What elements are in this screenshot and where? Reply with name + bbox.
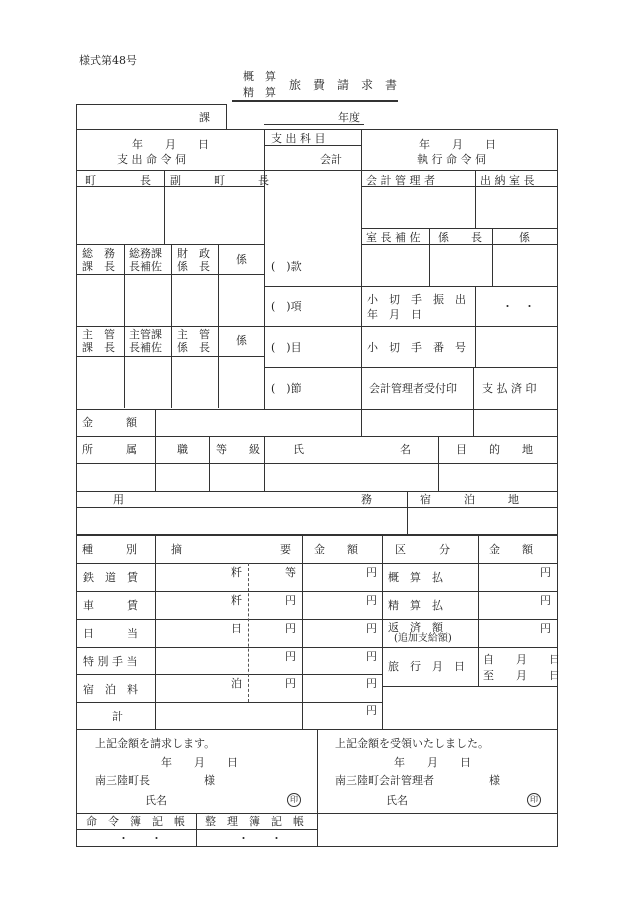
furidashi-label-1: 小 切 手 振 出 [367, 293, 466, 306]
settlement-row-label: 返 済 額 [388, 621, 443, 634]
somu-hosa-label-1: 総務課 [129, 247, 162, 260]
shozoku-label: 所 属 [82, 443, 137, 456]
shukan-kakaricho-label-2: 係 長 [177, 341, 210, 354]
title-underline [232, 100, 398, 102]
shukan-kacho-label-2: 課 長 [82, 341, 115, 354]
shiharai-label: 支 払 済 印 [482, 382, 537, 395]
ryoko-from: 自 月 日 [483, 653, 560, 666]
request-shimei-label: 氏名 [145, 794, 167, 807]
meirei-bokicho-label: 命 令 簿 記 帳 [86, 815, 185, 828]
yo-header: 要 [280, 543, 291, 556]
shi-label: 氏 [293, 443, 304, 456]
zaisei-label-1: 財 政 [177, 247, 210, 260]
receipt-statement: 上記金額を受領いたしました。 [335, 737, 489, 750]
somu-hosa-label-2: 長補佐 [129, 260, 162, 273]
shukan-kacho-label-1: 主 管 [82, 328, 115, 341]
expense-row-unit2: 等 [285, 566, 296, 579]
request-addressee: 南三陸町長 [95, 774, 150, 787]
kaikei-label: 会計 [320, 153, 342, 166]
budget-kan: ( )款 [271, 260, 302, 273]
shukuhakuchi-label: 宿 泊 地 [420, 493, 519, 506]
form-number: 様式第48号 [79, 54, 137, 67]
expense-row-unit1: 日 [231, 622, 242, 635]
title-prefix-top: 概 算 [243, 70, 276, 83]
budget-ko: ( )項 [271, 300, 302, 313]
receipt-sama: 様 [489, 774, 500, 787]
zaisei-label-2: 係 長 [177, 260, 210, 273]
expense-row-unit2: 円 [285, 594, 296, 607]
kogitte-bango-label: 小 切 手 番 号 [367, 341, 466, 354]
expense-row-unit1: 粁 [231, 594, 242, 607]
expense-row-amount-unit: 円 [366, 677, 377, 690]
settlement-kingaku-header: 金 額 [489, 543, 533, 556]
furidashi-label-2: 年 月 日 [367, 308, 422, 321]
kingaku-label: 金 額 [82, 416, 137, 429]
mayor-label: 町 長 [85, 174, 151, 187]
settlement-row-amount-unit: 円 [540, 622, 551, 635]
suitou-shitsucho-label: 出 納 室 長 [480, 174, 535, 187]
kamoku-label: 支 出 科 目 [271, 132, 326, 145]
shikko-date: 年 月 日 [419, 138, 496, 151]
ka-label: 課 [199, 111, 210, 124]
receipt-shimei-label: 氏名 [386, 794, 408, 807]
mokuteki-label: 目 的 地 [456, 443, 533, 456]
ryoko-tsukihi-label: 旅 行 月 日 [388, 660, 465, 673]
shishutsu-meirei-label: 支 出 命 令 伺 [117, 153, 186, 166]
expense-row-label: 特 別 手 当 [83, 655, 138, 668]
expense-row-amount-unit: 円 [366, 622, 377, 635]
ryoko-to: 至 月 日 [483, 669, 560, 682]
expense-row-unit2: 円 [285, 622, 296, 635]
tokyu-label: 等 級 [216, 443, 260, 456]
somu-kacho-label-2: 課 長 [82, 260, 115, 273]
expense-row-unit2: 円 [285, 650, 296, 663]
expense-kingaku-header: 金 額 [314, 543, 358, 556]
expense-row-label: 車 賃 [83, 599, 138, 612]
expense-row-label: 宿 泊 料 [83, 683, 138, 696]
expense-row-amount-unit: 円 [366, 566, 377, 579]
settlement-row-amount-unit: 円 [540, 594, 551, 607]
budget-moku: ( )目 [271, 341, 302, 354]
budget-setsu: ( )節 [271, 382, 302, 395]
request-statement: 上記金額を請求します。 [95, 737, 216, 750]
title-prefix-bottom: 精 算 [243, 86, 276, 99]
kakaricho-label: 係 長 [438, 231, 482, 244]
meirei-dots: ・ ・ [118, 832, 162, 845]
expense-row-unit1: 粁 [231, 566, 242, 579]
shukan-hosa-label-2: 長補佐 [129, 341, 162, 354]
settlement-row-sublabel: (追加支給額) [394, 633, 452, 644]
uketsuke-label: 会計管理者受付印 [369, 382, 457, 395]
expense-row-unit2: 円 [285, 677, 296, 690]
shubetsu-header: 種 別 [82, 543, 137, 556]
nendo-label: 年度 [338, 111, 360, 124]
shukan-kakaricho-label-1: 主 管 [177, 328, 210, 341]
expense-row-amount-unit: 円 [366, 650, 377, 663]
kaikei-kanrisha-label: 会 計 管 理 者 [366, 174, 435, 187]
mu-label: 務 [361, 493, 372, 506]
request-seal-icon: 印 [287, 793, 301, 807]
expense-row-label: 日 当 [83, 627, 138, 640]
somu-kacho-label-1: 総 務 [82, 247, 115, 260]
seiri-bokicho-label: 整 理 簿 記 帳 [205, 815, 304, 828]
shikko-meirei-label: 執 行 命 令 伺 [417, 153, 486, 166]
mei-label: 名 [400, 443, 411, 456]
settlement-row-label: 精 算 払 [388, 599, 443, 612]
deputy-mayor-label: 副 町 長 [170, 174, 269, 187]
kakari-label-1: 係 [236, 253, 247, 266]
shitsucho-hosa-label: 室 長 補 佐 [366, 231, 421, 244]
request-sama: 様 [204, 774, 215, 787]
settlement-row-label: 概 算 払 [388, 571, 443, 584]
yomu-label: 用 [113, 493, 124, 506]
expense-total-label: 計 [112, 710, 123, 723]
seiri-dots: ・ ・ [238, 832, 282, 845]
shoku-label: 職 [177, 443, 188, 456]
expense-row-amount-unit: 円 [366, 594, 377, 607]
receipt-addressee: 南三陸町会計管理者 [335, 774, 434, 787]
shukan-hosa-label-1: 主管課 [129, 328, 162, 341]
expense-row-unit1: 泊 [231, 677, 242, 690]
receipt-date: 年 月 日 [394, 756, 471, 769]
form-title: 旅 費 請 求 書 [289, 78, 398, 92]
tekiyo-header: 摘 [171, 543, 182, 556]
expense-row-label: 鉄 道 賃 [83, 571, 138, 584]
expense-row-amount-unit: 円 [366, 704, 377, 717]
shishutsu-date: 年 月 日 [132, 138, 209, 151]
kakari-label-2: 係 [236, 334, 247, 347]
kubun-header: 区 分 [395, 543, 450, 556]
request-date: 年 月 日 [161, 756, 238, 769]
furidashi-dots: ・ ・ [502, 300, 535, 313]
settlement-row-amount-unit: 円 [540, 566, 551, 579]
kakari-label-right: 係 [519, 231, 530, 244]
receipt-seal-icon: 印 [527, 793, 541, 807]
